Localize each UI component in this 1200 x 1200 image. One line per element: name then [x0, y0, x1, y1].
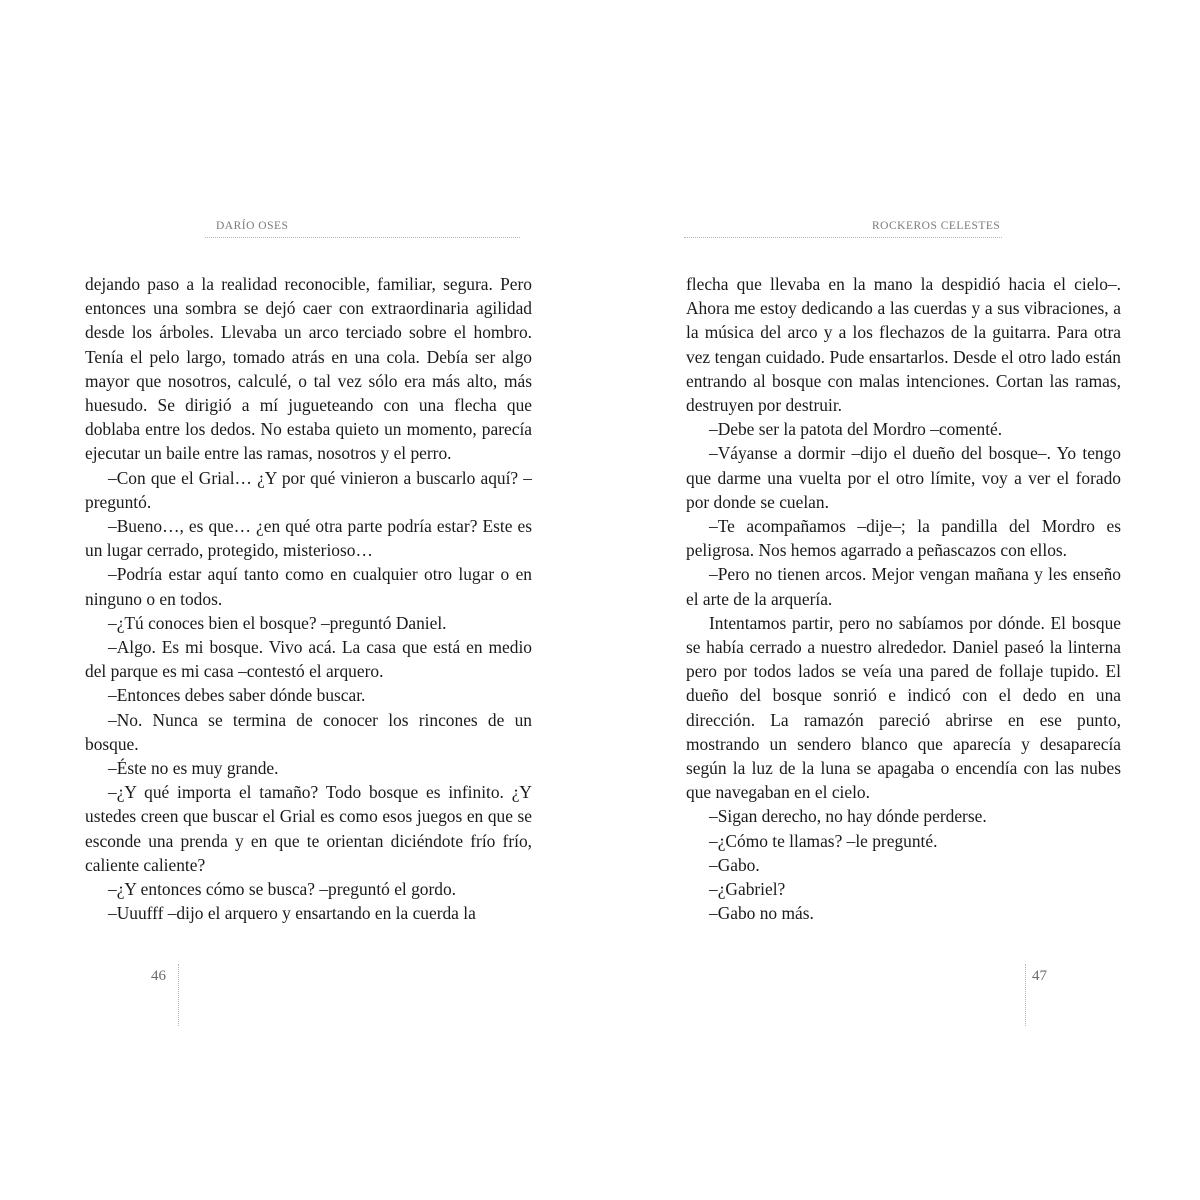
- paragraph: –¿Tú conoces bien el bosque? –preguntó Daniel.: [108, 612, 447, 633]
- page-number: 47: [1032, 968, 1047, 984]
- paragraph: –Debe ser la patota del Mordro –comenté.: [709, 419, 1003, 440]
- paragraph: –Te acompañamos –dije–; la pandilla del Mordro es peligrosa. Nos hemos agarrado a peñascazos con ellos.: [686, 516, 1121, 561]
- paragraph: –Podría estar aquí tanto como en cualquier otro lugar o en ninguno o en todos.: [85, 564, 532, 609]
- paragraph: Intentamos partir, pero no sabíamos por dónde. El bosque se había cerrado a nuestro alrededor. Daniel paseó la linterna pero por todos lados se veía una pared de follaje tupido. El dueño del bosque sonrió e indicó con el dedo en una dirección. La ramazón pareció abrirse en ese punto, mostrando un sendero blanco que aparecía y desaparecía según la luz de la luna se apagaba o encendía con las nubes que navegaban en el cielo.: [686, 612, 1121, 803]
- running-head-title: ROCKEROS CELESTES: [872, 220, 1001, 232]
- paragraph: –Pero no tienen arcos. Mejor vengan mañana y les enseño el arte de la arquería.: [686, 564, 1121, 609]
- paragraph: –Váyanse a dormir –dijo el dueño del bosque–. Yo tengo que darme una vuelta por el otro límite, voy a ver el forado por donde se cuelan.: [686, 443, 1121, 512]
- paragraph: –¿Y entonces cómo se busca? –preguntó el gordo.: [108, 879, 457, 900]
- right-page: [600, 0, 1200, 1200]
- paragraph: –Bueno…, es que… ¿en qué otra parte podría estar? Este es un lugar cerrado, protegido, misterioso…: [85, 516, 532, 561]
- paragraph: –¿Cómo te llamas? –le pregunté.: [709, 830, 938, 851]
- running-head-author: DARÍO OSES: [216, 220, 289, 232]
- folio-rule: [178, 964, 179, 1026]
- paragraph: –Algo. Es mi bosque. Vivo acá. La casa que está en medio del parque es mi casa –contestó el arquero.: [85, 637, 532, 682]
- paragraph: –No. Nunca se termina de conocer los rincones de un bosque.: [85, 709, 532, 754]
- paragraph: –Uuufff –dijo el arquero y ensartando en la cuerda la: [108, 903, 476, 924]
- paragraph: –Éste no es muy grande.: [108, 758, 279, 779]
- page-number: 46: [151, 968, 166, 984]
- paragraph: –Entonces debes saber dónde buscar.: [108, 685, 366, 706]
- folio-rule: [1025, 964, 1026, 1026]
- paragraph: flecha que llevaba en la mano la despidió hacia el cielo–. Ahora me estoy dedicando a las cuerdas y a sus vibraciones, a la música del arco y a los flechazos de la guitarra. Para otra vez tengan cuidado. Pude ensartarlos. Desde el otro lado están entrando al bosque con malas intenciones. Cortan las ramas, destruyen por destruir.: [686, 274, 1121, 416]
- paragraph: –Gabo.: [709, 854, 760, 875]
- paragraph: –¿Gabriel?: [709, 879, 786, 900]
- left-page-text: [85, 272, 532, 925]
- paragraph: –Gabo no más.: [709, 903, 814, 924]
- paragraph: –Con que el Grial… ¿Y por qué vinieron a buscarlo aquí? –preguntó.: [85, 467, 532, 512]
- header-rule: [205, 237, 520, 238]
- header-rule: [684, 237, 1002, 238]
- right-page-text: [686, 272, 1121, 925]
- paragraph: –¿Y qué importa el tamaño? Todo bosque es infinito. ¿Y ustedes creen que buscar el Grial es como esos juegos en que se esconde una prenda y en que te orientan diciéndote frío frío, caliente caliente?: [85, 782, 532, 875]
- paragraph: dejando paso a la realidad reconocible, familiar, segura. Pero entonces una sombra se dejó caer con extraordinaria agilidad desde los árboles. Llevaba un arco terciado sobre el hombro. Tenía el pelo largo, tomado atrás en una cola. Debía ser algo mayor que nosotros, calculé, o tal vez sólo era más alto, más huesudo. Se dirigió a mí jugueteando con una flecha que doblaba entre los dedos. No estaba quieto un momento, parecía ejecutar un baile entre las ramas, nosotros y el perro.: [85, 274, 532, 464]
- paragraph: –Sigan derecho, no hay dónde perderse.: [709, 806, 987, 827]
